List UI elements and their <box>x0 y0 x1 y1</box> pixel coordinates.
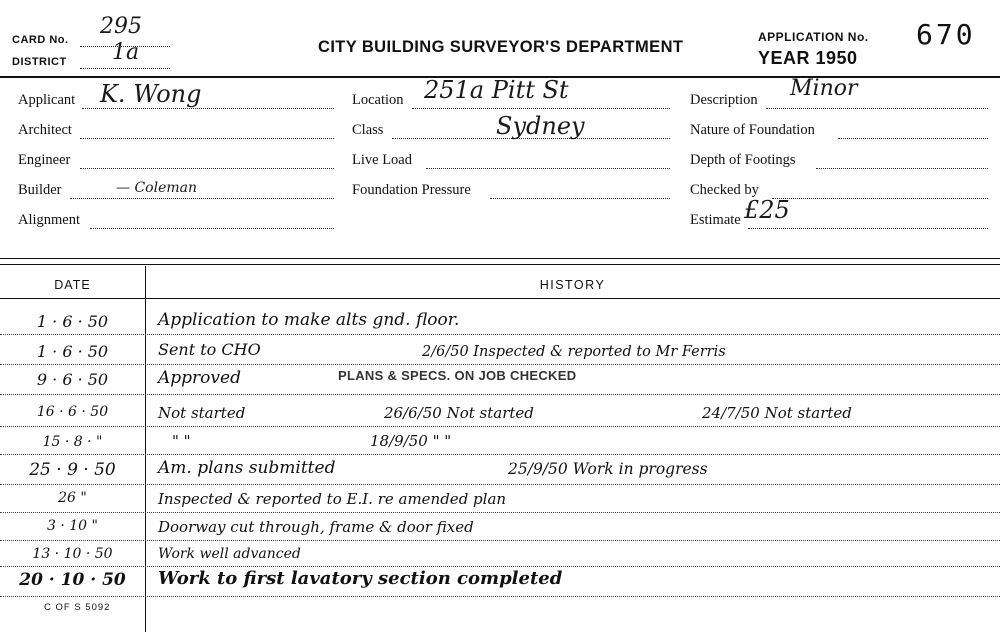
location-label: Location <box>352 92 404 108</box>
table-row-history: Sent to CHO <box>158 340 261 359</box>
row-rule <box>0 596 1000 597</box>
row-rule <box>0 540 1000 541</box>
row-rule <box>0 454 1000 455</box>
application-number: 670 <box>916 18 976 51</box>
applicant-label: Applicant <box>18 92 76 108</box>
table-top-rule <box>0 258 1000 259</box>
row-rule <box>0 334 1000 335</box>
engineer-label: Engineer <box>18 152 71 168</box>
checked-by-label: Checked by <box>690 182 759 198</box>
row-rule <box>0 484 1000 485</box>
district-label: DISTRICT <box>12 56 67 68</box>
district-value: 1a <box>112 40 140 65</box>
table-row-date: 9 · 6 · 50 <box>36 370 109 389</box>
row-rule <box>0 426 1000 427</box>
table-row-date: 3 · 10 " <box>47 518 98 534</box>
table-row-history: Inspected & reported to E.I. re amended plan <box>158 490 507 508</box>
table-row-history: Work well advanced <box>158 546 301 562</box>
application-label: APPLICATION No. <box>758 30 869 44</box>
architect-label: Architect <box>18 122 72 138</box>
table-row-history: " " <box>172 432 191 450</box>
location-line <box>412 108 670 109</box>
applicant-line <box>82 108 334 109</box>
checked-by-line <box>772 198 988 199</box>
live-load-label: Live Load <box>352 152 412 168</box>
alignment-line <box>90 228 334 229</box>
table-row-history-note: 2/6/50 Inspected & reported to Mr Ferris <box>422 344 726 360</box>
table-header-rule <box>0 298 1000 299</box>
table-row-date: 20 · 10 · 50 <box>19 570 126 590</box>
foundation-pressure-line <box>490 198 670 199</box>
table-row-date: 16 · 6 · 50 <box>36 404 109 420</box>
class-label: Class <box>352 122 384 138</box>
applicant-value: K. Wong <box>100 80 202 108</box>
builder-label: Builder <box>18 182 62 198</box>
table-row-date: 13 · 10 · 50 <box>32 546 113 562</box>
live-load-line <box>426 168 670 169</box>
history-header: HISTORY <box>539 278 606 292</box>
table-row-history: Application to make alts gnd. floor. <box>158 310 460 330</box>
builder-line <box>70 198 334 199</box>
table-top-rule-2 <box>0 264 1000 265</box>
table-row-history: Not started <box>158 404 246 422</box>
row-rule <box>0 364 1000 365</box>
nature-of-foundation-line <box>838 138 988 139</box>
architect-line <box>80 138 334 139</box>
department-title: CITY BUILDING SURVEYOR'S DEPARTMENT <box>318 38 684 56</box>
description-line <box>766 108 988 109</box>
estimate-value: £25 <box>744 196 790 224</box>
nature-of-foundation-label: Nature of Foundation <box>690 122 815 138</box>
row-rule <box>0 394 1000 395</box>
description-label: Description <box>690 92 758 108</box>
date-header: DATE <box>54 278 91 292</box>
form-code: C OF S 5092 <box>44 602 111 613</box>
table-row-history-note: 26/6/50 Not started <box>384 404 534 422</box>
table-row-history: Approved <box>158 368 241 388</box>
depth-of-footings-label: Depth of Footings <box>690 152 796 168</box>
district-line <box>80 68 170 69</box>
table-row-history-note: 18/9/50 " " <box>370 432 452 450</box>
engineer-line <box>80 168 334 169</box>
estimate-line <box>748 228 988 229</box>
table-row-date: 25 · 9 · 50 <box>29 460 116 480</box>
estimate-label: Estimate <box>690 212 741 228</box>
class-value: Sydney <box>496 112 585 140</box>
foundation-pressure-label: Foundation Pressure <box>352 182 471 198</box>
table-row-history: Am. plans submitted <box>158 458 336 478</box>
row-rule <box>0 566 1000 567</box>
location-value: 251a Pitt St <box>424 76 569 104</box>
card-no-value: 295 <box>100 14 142 39</box>
table-row-history: Work to first lavatory section completed <box>158 568 563 589</box>
table-row-date: 26 " <box>58 490 87 506</box>
builder-value: — Coleman <box>116 180 197 196</box>
table-row-date: 1 · 6 · 50 <box>36 312 109 331</box>
table-row-date: 1 · 6 · 50 <box>36 342 109 361</box>
depth-of-footings-line <box>816 168 988 169</box>
table-row-date: 15 · 8 · " <box>42 434 103 450</box>
table-row-history: Doorway cut through, frame & door fixed <box>158 518 474 536</box>
card-no-label: CARD No. <box>12 34 69 46</box>
table-row-history-note: 25/9/50 Work in progress <box>508 460 708 478</box>
description-value: Minor <box>790 76 858 101</box>
year-label: YEAR 1950 <box>758 48 858 68</box>
alignment-label: Alignment <box>18 212 81 228</box>
table-row-history-note-2: 24/7/50 Not started <box>702 404 852 422</box>
plans-checked-stamp: PLANS & SPECS. ON JOB CHECKED <box>338 368 577 383</box>
row-rule <box>0 512 1000 513</box>
